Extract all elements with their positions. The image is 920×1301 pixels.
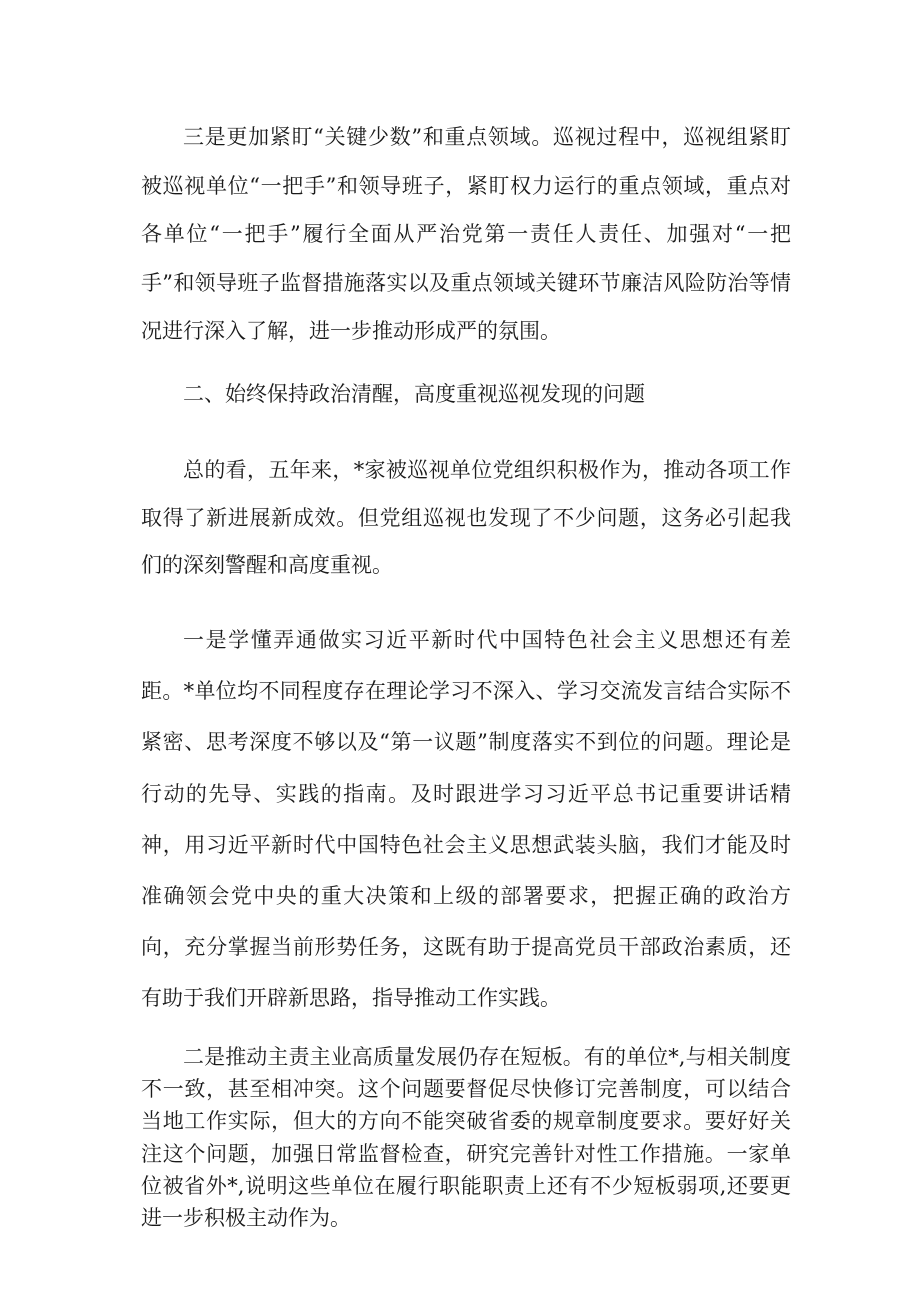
paragraph-key-minority: 三是更加紧盯“关键少数”和重点领域。巡视过程中，巡视组紧盯被巡视单位“一把手”和领导班子，紧盯权力运行的重点领域，重点对各单位“一把手”履行全面从严治党第一责任人责任、加强对“一把手”和领导班子监督措施落实以及重点领域关键环节廉洁风险防治等情况进行深入了解，进一步推动形成严的氛围。 (141, 125, 791, 344)
paragraph-overview: 总的看，五年来，*家被巡视单位党组织积极作为，推动各项工作取得了新进展新成效。但党组巡视也发现了不少问题，这务必引起我们的深刻警醒和高度重视。 (141, 458, 791, 577)
paragraph-theory-study: 一是学懂弄通做实习近平新时代中国特色社会主义思想还有差距。*单位均不同程度存在理论学习不深入、学习交流发言结合实际不紧密、思考深度不够以及“第一议题”制度落实不到位的问题。理论是行动的先导、实践的指南。及时跟进学习习近平总书记重要讲话精神，用习近平新时代中国特色社会主义思想武装头脑，我们才能及时准确领会党中央的重大决策和上级的部署要求，把握正确的政治方向，充分掌握当前形势任务，这既有助于提高党员干部政治素质，还有助于我们开辟新思路，指导推动工作实践。 (141, 628, 791, 1011)
section-heading: 二、始终保持政治清醒，高度重视巡视发现的问题 (183, 382, 645, 406)
paragraph-main-business: 二是推动主责主业高质量发展仍存在短板。有的单位*,与相关制度不一致，甚至相冲突。这个问题要督促尽快修订完善制度，可以结合当地工作实际，但大的方向不能突破省委的规章制度要求。要好好关注这个问题，加强日常监督检查，研究完善针对性工作措施。一家单位被省外*,说明这些单位在履行职能职责上还有不少短板弱项,还要更进一步积极主动作为。 (141, 1045, 791, 1231)
